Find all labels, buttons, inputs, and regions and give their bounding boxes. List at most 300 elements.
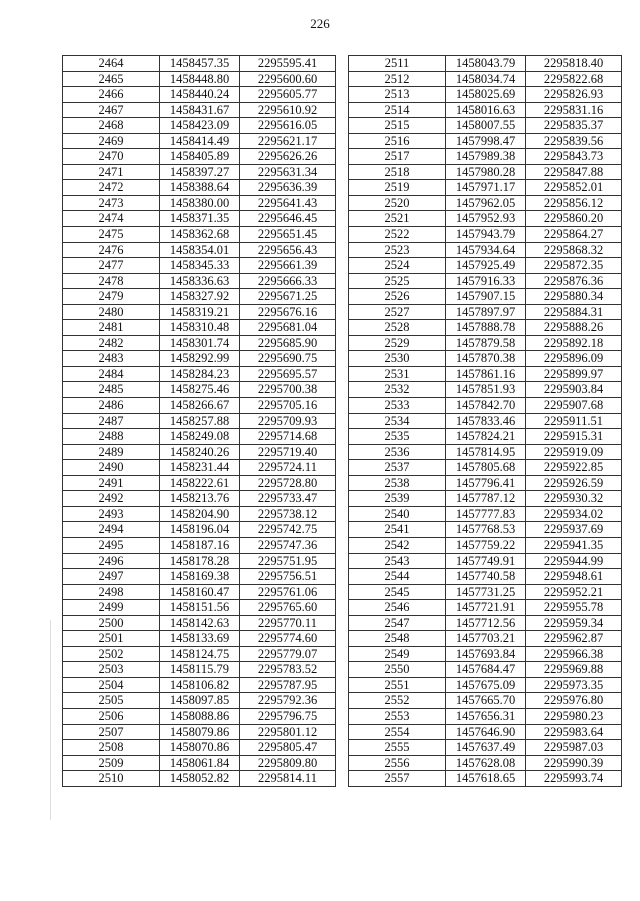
y-coordinate-cell: 2295934.02: [526, 506, 622, 522]
x-coordinate-cell: 1457952.93: [446, 211, 526, 227]
x-coordinate-cell: 1458097.85: [160, 693, 240, 709]
y-coordinate-cell: 2295641.43: [240, 195, 336, 211]
table-row: [63, 553, 336, 569]
point-number-cell: 2475: [63, 227, 160, 243]
table-row: [63, 149, 336, 165]
point-number-cell: 2465: [63, 71, 160, 87]
y-coordinate-cell: 2295636.39: [240, 180, 336, 196]
table-row: [63, 366, 336, 382]
table-row: [63, 724, 336, 740]
point-number-cell: 2479: [63, 289, 160, 305]
x-coordinate-cell: 1457731.25: [446, 584, 526, 600]
table-row: [63, 273, 336, 289]
point-number-cell: 2547: [349, 615, 446, 631]
point-number-cell: 2511: [349, 56, 446, 72]
point-number-cell: 2522: [349, 227, 446, 243]
table-row: [63, 195, 336, 211]
table-row: [349, 258, 622, 274]
table-row: [349, 242, 622, 258]
point-number-cell: 2517: [349, 149, 446, 165]
point-number-cell: 2554: [349, 724, 446, 740]
y-coordinate-cell: 2295983.64: [526, 724, 622, 740]
table-row: [349, 56, 622, 72]
point-number-cell: 2544: [349, 569, 446, 585]
x-coordinate-cell: 1457925.49: [446, 258, 526, 274]
point-number-cell: 2506: [63, 708, 160, 724]
x-coordinate-cell: 1457796.41: [446, 475, 526, 491]
x-coordinate-cell: 1458336.63: [160, 273, 240, 289]
x-coordinate-cell: 1457777.83: [446, 506, 526, 522]
point-number-cell: 2536: [349, 444, 446, 460]
x-coordinate-cell: 1457980.28: [446, 164, 526, 180]
y-coordinate-cell: 2295805.47: [240, 740, 336, 756]
table-row: [63, 335, 336, 351]
table-row: [349, 740, 622, 756]
x-coordinate-cell: 1458088.86: [160, 708, 240, 724]
x-coordinate-cell: 1458142.63: [160, 615, 240, 631]
point-number-cell: 2469: [63, 133, 160, 149]
point-number-cell: 2524: [349, 258, 446, 274]
table-row: [63, 304, 336, 320]
point-number-cell: 2550: [349, 662, 446, 678]
y-coordinate-cell: 2295990.39: [526, 755, 622, 771]
point-number-cell: 2548: [349, 631, 446, 647]
point-number-cell: 2533: [349, 398, 446, 414]
x-coordinate-cell: 1457842.70: [446, 398, 526, 414]
y-coordinate-cell: 2295926.59: [526, 475, 622, 491]
y-coordinate-cell: 2295700.38: [240, 382, 336, 398]
table-row: [349, 646, 622, 662]
x-coordinate-cell: 1457833.46: [446, 413, 526, 429]
x-coordinate-cell: 1458310.48: [160, 320, 240, 336]
y-coordinate-cell: 2295809.80: [240, 755, 336, 771]
x-coordinate-cell: 1458319.21: [160, 304, 240, 320]
point-number-cell: 2491: [63, 475, 160, 491]
y-coordinate-cell: 2295969.88: [526, 662, 622, 678]
point-number-cell: 2553: [349, 708, 446, 724]
y-coordinate-cell: 2295738.12: [240, 506, 336, 522]
point-number-cell: 2481: [63, 320, 160, 336]
x-coordinate-cell: 1457721.91: [446, 600, 526, 616]
table-row: [349, 320, 622, 336]
point-number-cell: 2526: [349, 289, 446, 305]
point-number-cell: 2516: [349, 133, 446, 149]
page-number: 226: [310, 16, 330, 31]
x-coordinate-cell: 1457814.95: [446, 444, 526, 460]
table-row: [349, 553, 622, 569]
point-number-cell: 2529: [349, 335, 446, 351]
point-number-cell: 2497: [63, 569, 160, 585]
point-number-cell: 2467: [63, 102, 160, 118]
y-coordinate-cell: 2295860.20: [526, 211, 622, 227]
x-coordinate-cell: 1457703.21: [446, 631, 526, 647]
x-coordinate-cell: 1457749.91: [446, 553, 526, 569]
table-row: [63, 460, 336, 476]
x-coordinate-cell: 1458061.84: [160, 755, 240, 771]
point-number-cell: 2500: [63, 615, 160, 631]
y-coordinate-cell: 2295751.95: [240, 553, 336, 569]
point-number-cell: 2510: [63, 771, 160, 787]
table-row: [63, 740, 336, 756]
y-coordinate-cell: 2295831.16: [526, 102, 622, 118]
table-row: [63, 87, 336, 103]
table-row: [349, 771, 622, 787]
table-row: [349, 366, 622, 382]
y-coordinate-cell: 2295719.40: [240, 444, 336, 460]
x-coordinate-cell: 1458292.99: [160, 351, 240, 367]
table-row: [349, 335, 622, 351]
y-coordinate-cell: 2295892.18: [526, 335, 622, 351]
table-row: [63, 382, 336, 398]
y-coordinate-cell: 2295966.38: [526, 646, 622, 662]
point-number-cell: 2468: [63, 118, 160, 134]
y-coordinate-cell: 2295610.92: [240, 102, 336, 118]
table-row: [349, 475, 622, 491]
table-row: [349, 631, 622, 647]
y-coordinate-cell: 2295944.99: [526, 553, 622, 569]
y-coordinate-cell: 2295980.23: [526, 708, 622, 724]
y-coordinate-cell: 2295915.31: [526, 429, 622, 445]
x-coordinate-cell: 1458431.67: [160, 102, 240, 118]
x-coordinate-cell: 1458327.92: [160, 289, 240, 305]
x-coordinate-cell: 1457943.79: [446, 227, 526, 243]
x-coordinate-cell: 1457768.53: [446, 522, 526, 538]
x-coordinate-cell: 1457879.58: [446, 335, 526, 351]
y-coordinate-cell: 2295695.57: [240, 366, 336, 382]
x-coordinate-cell: 1458079.86: [160, 724, 240, 740]
point-number-cell: 2521: [349, 211, 446, 227]
y-coordinate-cell: 2295835.37: [526, 118, 622, 134]
point-number-cell: 2476: [63, 242, 160, 258]
y-coordinate-cell: 2295872.35: [526, 258, 622, 274]
y-coordinate-cell: 2295952.21: [526, 584, 622, 600]
y-coordinate-cell: 2295605.77: [240, 87, 336, 103]
y-coordinate-cell: 2295671.25: [240, 289, 336, 305]
point-number-cell: 2492: [63, 491, 160, 507]
x-coordinate-cell: 1458106.82: [160, 677, 240, 693]
x-coordinate-cell: 1457916.33: [446, 273, 526, 289]
y-coordinate-cell: 2295621.17: [240, 133, 336, 149]
point-number-cell: 2531: [349, 366, 446, 382]
table-row: [63, 537, 336, 553]
y-coordinate-cell: 2295843.73: [526, 149, 622, 165]
table-row: [63, 693, 336, 709]
table-row: [349, 413, 622, 429]
y-coordinate-cell: 2295783.52: [240, 662, 336, 678]
table-row: [349, 724, 622, 740]
x-coordinate-cell: 1457824.21: [446, 429, 526, 445]
x-coordinate-cell: 1457759.22: [446, 537, 526, 553]
y-coordinate-cell: 2295826.93: [526, 87, 622, 103]
x-coordinate-cell: 1457888.78: [446, 320, 526, 336]
x-coordinate-cell: 1457934.64: [446, 242, 526, 258]
y-coordinate-cell: 2295911.51: [526, 413, 622, 429]
table-row: [349, 398, 622, 414]
point-number-cell: 2471: [63, 164, 160, 180]
point-number-cell: 2530: [349, 351, 446, 367]
y-coordinate-cell: 2295976.80: [526, 693, 622, 709]
x-coordinate-cell: 1457665.70: [446, 693, 526, 709]
point-number-cell: 2509: [63, 755, 160, 771]
point-number-cell: 2514: [349, 102, 446, 118]
table-row: [63, 600, 336, 616]
y-coordinate-cell: 2295818.40: [526, 56, 622, 72]
x-coordinate-cell: 1457787.12: [446, 491, 526, 507]
y-coordinate-cell: 2295646.45: [240, 211, 336, 227]
point-number-cell: 2523: [349, 242, 446, 258]
x-coordinate-cell: 1457989.38: [446, 149, 526, 165]
table-row: [63, 491, 336, 507]
table-row: [63, 584, 336, 600]
point-number-cell: 2540: [349, 506, 446, 522]
table-row: [349, 460, 622, 476]
point-number-cell: 2486: [63, 398, 160, 414]
x-coordinate-cell: 1458249.08: [160, 429, 240, 445]
table-row: [349, 444, 622, 460]
point-number-cell: 2501: [63, 631, 160, 647]
table-row: [63, 429, 336, 445]
table-row: [63, 662, 336, 678]
x-coordinate-cell: 1458016.63: [446, 102, 526, 118]
table-row: [63, 646, 336, 662]
y-coordinate-cell: 2295847.88: [526, 164, 622, 180]
table-row: [349, 677, 622, 693]
table-row: [63, 211, 336, 227]
table-row: [349, 522, 622, 538]
table-row: [63, 398, 336, 414]
table-row: [349, 708, 622, 724]
x-coordinate-cell: 1458380.00: [160, 195, 240, 211]
y-coordinate-cell: 2295922.85: [526, 460, 622, 476]
point-number-cell: 2496: [63, 553, 160, 569]
table-row: [349, 164, 622, 180]
x-coordinate-cell: 1458275.46: [160, 382, 240, 398]
point-number-cell: 2498: [63, 584, 160, 600]
y-coordinate-cell: 2295822.68: [526, 71, 622, 87]
table-row: [349, 71, 622, 87]
point-number-cell: 2519: [349, 180, 446, 196]
table-row: [63, 133, 336, 149]
x-coordinate-cell: 1457618.65: [446, 771, 526, 787]
table-row: [349, 662, 622, 678]
table-row: [63, 180, 336, 196]
table-row: [349, 180, 622, 196]
x-coordinate-cell: 1457870.38: [446, 351, 526, 367]
table-row: [63, 71, 336, 87]
y-coordinate-cell: 2295973.35: [526, 677, 622, 693]
table-row: [63, 444, 336, 460]
x-coordinate-cell: 1458440.24: [160, 87, 240, 103]
x-coordinate-cell: 1457805.68: [446, 460, 526, 476]
y-coordinate-cell: 2295728.80: [240, 475, 336, 491]
table-row: [63, 413, 336, 429]
y-coordinate-cell: 2295899.97: [526, 366, 622, 382]
y-coordinate-cell: 2295724.11: [240, 460, 336, 476]
y-coordinate-cell: 2295896.09: [526, 351, 622, 367]
point-number-cell: 2484: [63, 366, 160, 382]
x-coordinate-cell: 1457637.49: [446, 740, 526, 756]
point-number-cell: 2535: [349, 429, 446, 445]
y-coordinate-cell: 2295685.90: [240, 335, 336, 351]
x-coordinate-cell: 1458284.23: [160, 366, 240, 382]
y-coordinate-cell: 2295761.06: [240, 584, 336, 600]
x-coordinate-cell: 1458043.79: [446, 56, 526, 72]
x-coordinate-cell: 1458124.75: [160, 646, 240, 662]
x-coordinate-cell: 1458169.38: [160, 569, 240, 585]
point-number-cell: 2542: [349, 537, 446, 553]
table-row: [63, 258, 336, 274]
x-coordinate-cell: 1458034.74: [446, 71, 526, 87]
y-coordinate-cell: 2295993.74: [526, 771, 622, 787]
x-coordinate-cell: 1458007.55: [446, 118, 526, 134]
point-number-cell: 2557: [349, 771, 446, 787]
y-coordinate-cell: 2295941.35: [526, 537, 622, 553]
y-coordinate-cell: 2295876.36: [526, 273, 622, 289]
x-coordinate-cell: 1457897.97: [446, 304, 526, 320]
y-coordinate-cell: 2295651.45: [240, 227, 336, 243]
x-coordinate-cell: 1458178.28: [160, 553, 240, 569]
table-row: [349, 87, 622, 103]
table-row: [349, 569, 622, 585]
x-coordinate-cell: 1458222.61: [160, 475, 240, 491]
x-coordinate-cell: 1458301.74: [160, 335, 240, 351]
table-row: [349, 195, 622, 211]
point-number-cell: 2505: [63, 693, 160, 709]
y-coordinate-cell: 2295595.41: [240, 56, 336, 72]
point-number-cell: 2515: [349, 118, 446, 134]
y-coordinate-cell: 2295814.11: [240, 771, 336, 787]
point-number-cell: 2503: [63, 662, 160, 678]
table-row: [63, 164, 336, 180]
y-coordinate-cell: 2295733.47: [240, 491, 336, 507]
y-coordinate-cell: 2295681.04: [240, 320, 336, 336]
x-coordinate-cell: 1458257.88: [160, 413, 240, 429]
table-row: [63, 615, 336, 631]
x-coordinate-cell: 1458025.69: [446, 87, 526, 103]
point-number-cell: 2485: [63, 382, 160, 398]
x-coordinate-cell: 1458231.44: [160, 460, 240, 476]
y-coordinate-cell: 2295796.75: [240, 708, 336, 724]
x-coordinate-cell: 1458196.04: [160, 522, 240, 538]
x-coordinate-cell: 1457712.56: [446, 615, 526, 631]
point-number-cell: 2507: [63, 724, 160, 740]
x-coordinate-cell: 1458204.90: [160, 506, 240, 522]
table-row: [349, 693, 622, 709]
table-row: [349, 537, 622, 553]
point-number-cell: 2472: [63, 180, 160, 196]
table-row: [349, 118, 622, 134]
y-coordinate-cell: 2295756.51: [240, 569, 336, 585]
table-row: [63, 677, 336, 693]
point-number-cell: 2474: [63, 211, 160, 227]
table-row: [63, 227, 336, 243]
x-coordinate-cell: 1457907.15: [446, 289, 526, 305]
table-row: [63, 351, 336, 367]
point-number-cell: 2518: [349, 164, 446, 180]
table-row: [349, 289, 622, 305]
table-row: [63, 118, 336, 134]
point-number-cell: 2537: [349, 460, 446, 476]
y-coordinate-cell: 2295626.26: [240, 149, 336, 165]
point-number-cell: 2502: [63, 646, 160, 662]
x-coordinate-cell: 1458187.16: [160, 537, 240, 553]
x-coordinate-cell: 1458213.76: [160, 491, 240, 507]
table-row: [349, 382, 622, 398]
x-coordinate-cell: 1458414.49: [160, 133, 240, 149]
table-row: [349, 429, 622, 445]
point-number-cell: 2482: [63, 335, 160, 351]
x-coordinate-cell: 1457675.09: [446, 677, 526, 693]
point-number-cell: 2525: [349, 273, 446, 289]
y-coordinate-cell: 2295709.93: [240, 413, 336, 429]
point-number-cell: 2490: [63, 460, 160, 476]
x-coordinate-cell: 1458240.26: [160, 444, 240, 460]
y-coordinate-cell: 2295907.68: [526, 398, 622, 414]
coordinate-table-left: [62, 55, 336, 787]
margin-scan-line: [50, 620, 51, 820]
table-row: [63, 320, 336, 336]
table-row: [349, 133, 622, 149]
y-coordinate-cell: 2295868.32: [526, 242, 622, 258]
point-number-cell: 2545: [349, 584, 446, 600]
x-coordinate-cell: 1457656.31: [446, 708, 526, 724]
y-coordinate-cell: 2295774.60: [240, 631, 336, 647]
x-coordinate-cell: 1458070.86: [160, 740, 240, 756]
y-coordinate-cell: 2295839.56: [526, 133, 622, 149]
point-number-cell: 2513: [349, 87, 446, 103]
table-row: [349, 211, 622, 227]
point-number-cell: 2494: [63, 522, 160, 538]
point-number-cell: 2534: [349, 413, 446, 429]
point-number-cell: 2555: [349, 740, 446, 756]
y-coordinate-cell: 2295676.16: [240, 304, 336, 320]
table-row: [349, 584, 622, 600]
point-number-cell: 2556: [349, 755, 446, 771]
y-coordinate-cell: 2295864.27: [526, 227, 622, 243]
table-row: [349, 351, 622, 367]
point-number-cell: 2477: [63, 258, 160, 274]
table-row: [63, 569, 336, 585]
table-row: [349, 149, 622, 165]
y-coordinate-cell: 2295631.34: [240, 164, 336, 180]
y-coordinate-cell: 2295962.87: [526, 631, 622, 647]
table-row: [63, 506, 336, 522]
y-coordinate-cell: 2295948.61: [526, 569, 622, 585]
table-row: [63, 708, 336, 724]
y-coordinate-cell: 2295747.36: [240, 537, 336, 553]
y-coordinate-cell: 2295955.78: [526, 600, 622, 616]
point-number-cell: 2480: [63, 304, 160, 320]
point-number-cell: 2483: [63, 351, 160, 367]
x-coordinate-cell: 1458423.09: [160, 118, 240, 134]
y-coordinate-cell: 2295742.75: [240, 522, 336, 538]
table-row: [349, 102, 622, 118]
point-number-cell: 2488: [63, 429, 160, 445]
point-number-cell: 2464: [63, 56, 160, 72]
x-coordinate-cell: 1457971.17: [446, 180, 526, 196]
point-number-cell: 2539: [349, 491, 446, 507]
y-coordinate-cell: 2295888.26: [526, 320, 622, 336]
table-row: [349, 506, 622, 522]
x-coordinate-cell: 1457628.08: [446, 755, 526, 771]
point-number-cell: 2508: [63, 740, 160, 756]
x-coordinate-cell: 1458457.35: [160, 56, 240, 72]
table-row: [63, 242, 336, 258]
table-row: [349, 755, 622, 771]
y-coordinate-cell: 2295987.03: [526, 740, 622, 756]
coordinate-table-right: [348, 55, 622, 787]
point-number-cell: 2552: [349, 693, 446, 709]
